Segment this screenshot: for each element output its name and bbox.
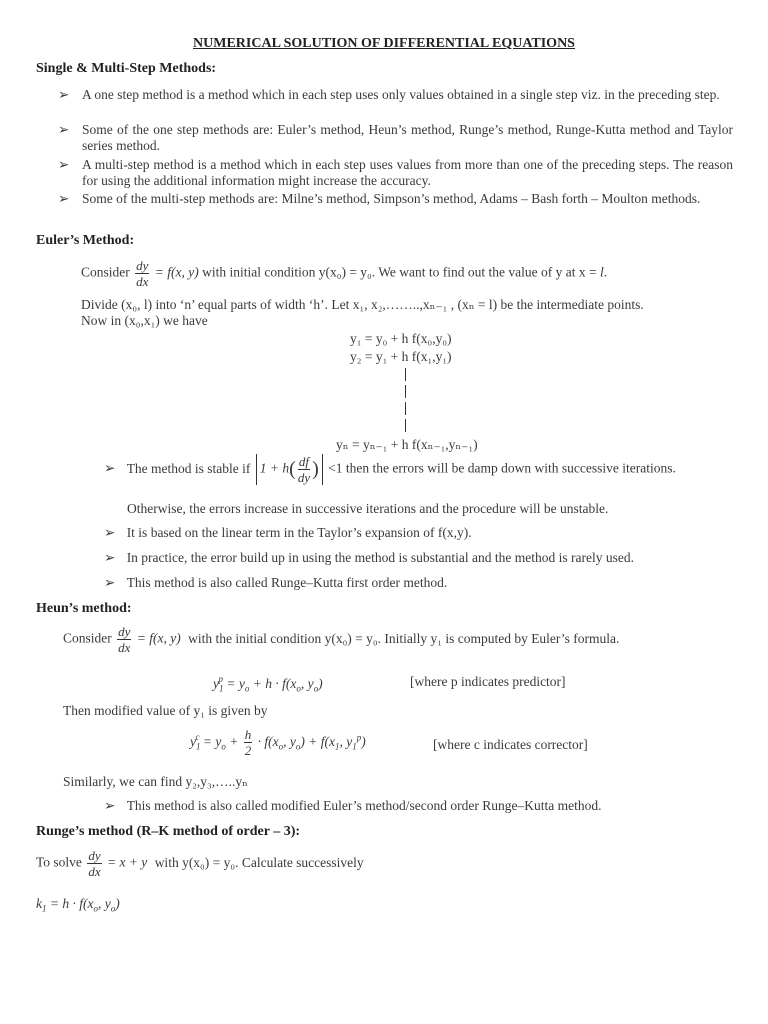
heun-similarly-text: Similarly, we can find y₂,y₃,…..yₙ xyxy=(63,774,248,789)
euler-otherwise-text: Otherwise, the errors increase in successive iterations and the procedure will be unstable. xyxy=(127,501,609,516)
euler-eq-1: y₁ = y₀ + h f(x₀,y₀) xyxy=(350,331,452,346)
list-item: ➢ A one step method is a method which in each step uses only values obtained in a single step viz. in the preceding step. xyxy=(58,87,720,102)
arrow-bullet-icon: ➢ xyxy=(58,191,70,206)
ellipsis-bar xyxy=(405,385,406,398)
list-item: ➢ It is based on the linear term in the Taylor’s expansion of f(x,y). xyxy=(104,525,472,540)
arrow-bullet-icon: ➢ xyxy=(104,525,116,540)
runge-k1-formula: $k_1 = h \cdot f(x_o$, $y_o$) xyxy=(36,896,120,914)
arrow-bullet-icon: ➢ xyxy=(58,87,70,102)
ellipsis-bar xyxy=(405,368,406,381)
arrow-bullet-icon: ➢ xyxy=(104,460,116,476)
section-heading-heun: Heun’s method: xyxy=(36,601,132,616)
euler-eq-n: yₙ = yₙ₋₁ + h f(xₙ₋₁,yₙ₋₁) xyxy=(336,437,478,452)
stability-abs-expression: 1 + h( $\frac{df}{dy}$ ) xyxy=(256,454,323,485)
heun-predictor-formula: $y_1^p = y_o + h \cdot f(x_o$, $y_o$) xyxy=(213,674,323,694)
heun-corrector-formula: $y_1^c = y_o$ + $\frac{h}{2}$ · $f(x_o$, $y_o) + f(x_1$, $y_1^p$) xyxy=(190,727,366,758)
euler-consider-line: Consider $\frac{dy}{dx}$ = f(x, y) with initial condition y(x₀) = y₀. We want to find out the value of y at x = l. xyxy=(81,258,608,289)
heun-modified-text: Then modified value of y₁ is given by xyxy=(63,703,268,718)
list-item: ➢ A multi-step method is a method which in each step uses values from more than one of the preceding steps. The reason for using the additional information might increase the accuracy. xyxy=(58,157,733,188)
runge-to-solve-line: To solve $\frac{dy}{dx}$ = x + y with y(x₀) = y₀. Calculate successively xyxy=(36,848,364,879)
ellipsis-bar xyxy=(405,419,406,432)
arrow-bullet-icon: ➢ xyxy=(104,798,116,813)
heun-consider-line: Consider $\frac{dy}{dx}$ = f(x, y) with the initial condition y(x₀) = y₀. Initially y₁ is computed by Euler’s formula. xyxy=(63,624,620,655)
list-item: ➢ This method is also called modified Euler’s method/second order Runge–Kutta method. xyxy=(104,798,602,813)
arrow-bullet-icon: ➢ xyxy=(58,122,70,137)
section-heading-runge: Runge’s method (R–K method of order – 3): xyxy=(36,824,301,839)
euler-divide-text: Divide (x₀, l) into ‘n’ equal parts of width ‘h’. Let x₁, x₂,……..,xₙ₋₁ , (xₙ = l) be the intermediate points. Now in (x₀,x₁) we have xyxy=(81,297,644,328)
list-item: ➢ Some of the one step methods are: Euler’s method, Heun’s method, Runge’s method, Runge-Kutta method and Taylor series method. xyxy=(58,122,733,153)
dy-dx-fraction: $\frac{dy}{dx}$ xyxy=(136,258,149,289)
list-item: ➢ In practice, the error build up in using the method is substantial and the method is rarely used. xyxy=(104,550,634,565)
section-heading-euler: Euler’s Method: xyxy=(36,233,135,248)
dy-dx-fraction: $\frac{dy}{dx}$ xyxy=(118,624,131,655)
euler-stability-line: ➢ The method is stable if 1 + h( $\frac{df}{dy}$ ) <1 then the errors will be damp down with successive iterations. xyxy=(104,454,676,485)
list-item: ➢ Some of the multi-step methods are: Milne’s method, Simpson’s method, Adams – Bash forth – Moulton methods. xyxy=(58,191,701,206)
arrow-bullet-icon: ➢ xyxy=(104,550,116,565)
heun-predictor-note: [where p indicates predictor] xyxy=(410,674,566,689)
dy-dx-fraction: $\frac{dy}{dx}$ xyxy=(88,848,101,879)
list-item: ➢ This method is also called Runge–Kutta first order method. xyxy=(104,575,448,590)
arrow-bullet-icon: ➢ xyxy=(58,157,70,172)
euler-eq-2: y₂ = y₁ + h f(x₁,y₁) xyxy=(350,349,452,364)
ellipsis-bar xyxy=(405,402,406,415)
arrow-bullet-icon: ➢ xyxy=(104,575,116,590)
heun-corrector-note: [where c indicates corrector] xyxy=(433,737,588,752)
page-title: NUMERICAL SOLUTION OF DIFFERENTIAL EQUATIONS xyxy=(193,36,575,51)
section-heading-single-multi: Single & Multi-Step Methods: xyxy=(36,61,217,76)
